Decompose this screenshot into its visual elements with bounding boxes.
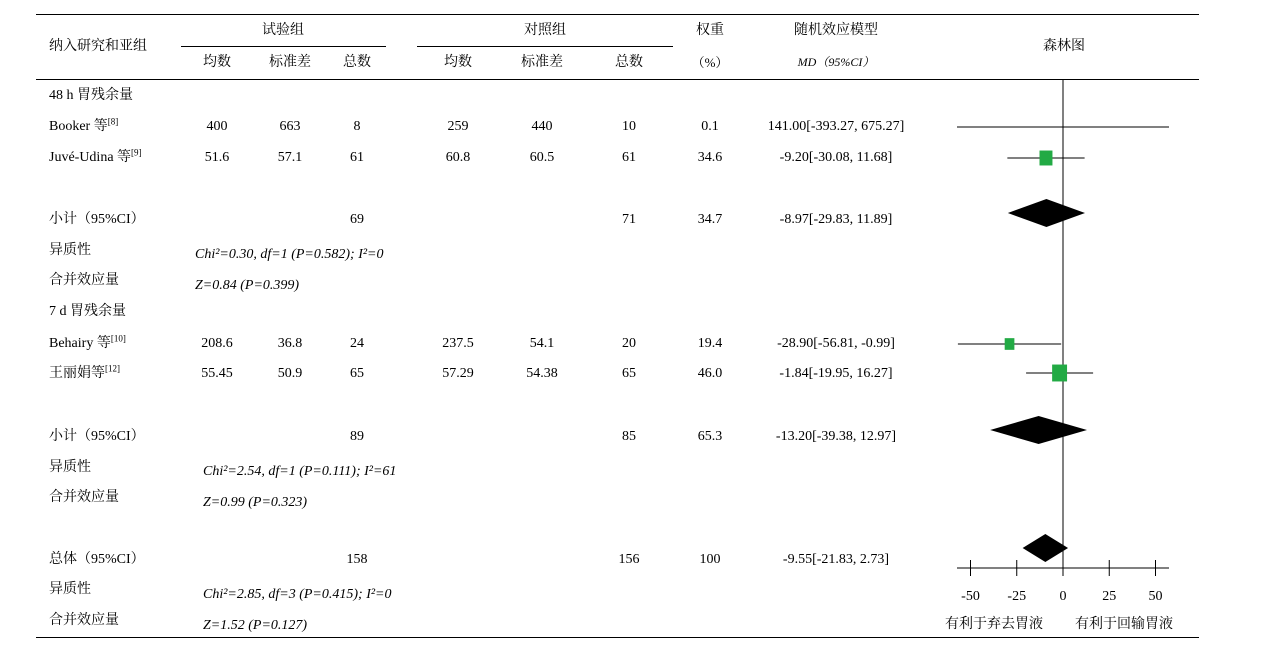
- study-column-header: 纳入研究和亚组: [49, 39, 147, 54]
- heterogeneity-label: 异质性: [49, 243, 91, 258]
- overall-effect-text: Z=1.52 (P=0.127): [203, 618, 308, 633]
- effect-value: -28.90[-56.81, -0.99]: [777, 336, 895, 351]
- study-weight-box: [1040, 151, 1053, 166]
- overall-effect-label: 合并效应量: [49, 273, 119, 288]
- exp-mean: 400: [206, 119, 228, 134]
- ctrl-sd: 54.1: [529, 336, 555, 351]
- exp-total-header: 总数: [343, 55, 371, 70]
- ctrl-sd: 440: [531, 119, 553, 134]
- favours-right-label: 有利于回输胃液: [1075, 617, 1173, 632]
- ctrl-sd: 60.5: [529, 150, 555, 165]
- ctrl-total: 20: [622, 336, 636, 351]
- heterogeneity-label: 异质性: [49, 460, 91, 475]
- exp-total: 69: [350, 212, 364, 227]
- overall-effect-text: Z=0.99 (P=0.323): [203, 495, 308, 510]
- pooled-diamond: [990, 416, 1087, 444]
- weight-value: 34.6: [697, 150, 723, 165]
- weight-value: 46.0: [697, 366, 723, 381]
- exp-mean: 208.6: [201, 336, 233, 351]
- weight-unit-header: （%）: [691, 55, 729, 70]
- pooled-diamond: [1008, 199, 1085, 227]
- exp-mean: 55.45: [201, 366, 233, 381]
- study-weight-box: [1052, 365, 1067, 382]
- subtotal-label: 小计（95%CI）: [49, 212, 145, 227]
- study-name: 王丽娟等[12]: [49, 363, 120, 381]
- effect-value: -1.84[-19.95, 16.27]: [779, 366, 893, 381]
- subgroup-label: 7 d 胃残余量: [49, 304, 126, 319]
- ctrl-total: 85: [622, 429, 636, 444]
- effect-value: -13.20[-39.38, 12.97]: [775, 429, 897, 444]
- exp-sd: 663: [279, 119, 301, 134]
- exp-total: 61: [350, 150, 364, 165]
- overall-effect-label: 合并效应量: [49, 613, 119, 628]
- ctrl-sd: 54.38: [526, 366, 558, 381]
- heterogeneity-text: Chi²=2.54, df=1 (P=0.111); I²=61: [203, 464, 397, 479]
- x-tick-label: 25: [1102, 589, 1117, 604]
- ctrl-mean: 237.5: [442, 336, 474, 351]
- heterogeneity-text: Chi²=0.30, df=1 (P=0.582); I²=0: [195, 247, 384, 262]
- ctrl-group-header: 对照组: [524, 23, 566, 38]
- weight-value: 19.4: [697, 336, 723, 351]
- ctrl-total: 10: [622, 119, 636, 134]
- ctrl-total-header: 总数: [615, 55, 643, 70]
- weight-header: 权重: [696, 23, 724, 38]
- ctrl-total: 65: [622, 366, 636, 381]
- study-weight-box: [1005, 338, 1015, 350]
- exp-total: 89: [350, 429, 364, 444]
- ctrl-mean: 60.8: [445, 150, 471, 165]
- favours-left-label: 有利于弃去胃液: [945, 617, 1043, 632]
- exp-total: 65: [350, 366, 364, 381]
- exp-total: 24: [350, 336, 364, 351]
- ctrl-mean: 259: [447, 119, 469, 134]
- exp-mean-header: 均数: [203, 55, 231, 70]
- x-tick-label: 0: [1059, 589, 1067, 604]
- pooled-diamond: [1023, 534, 1068, 562]
- exp-total: 8: [353, 119, 361, 134]
- effect-value: 141.00[-393.27, 675.27]: [767, 119, 905, 134]
- forest-header: 森林图: [1043, 39, 1085, 54]
- ctrl-mean: 57.29: [442, 366, 474, 381]
- effect-value: -9.20[-30.08, 11.68]: [779, 150, 893, 165]
- ctrl-total: 61: [622, 150, 636, 165]
- model-header: 随机效应模型: [794, 23, 878, 38]
- x-tick-label: -25: [1007, 589, 1027, 604]
- effect-value: -8.97[-29.83, 11.89]: [779, 212, 893, 227]
- x-tick-label: -50: [961, 589, 980, 604]
- study-name: Juvé-Udina 等[9]: [49, 147, 142, 165]
- weight-value: 34.7: [697, 212, 723, 227]
- exp-mean: 51.6: [204, 150, 230, 165]
- study-name: Booker 等[8]: [49, 116, 119, 134]
- ctrl-mean-header: 均数: [444, 55, 472, 70]
- weight-value: 100: [699, 552, 721, 567]
- weight-value: 65.3: [697, 429, 723, 444]
- exp-sd-header: 标准差: [269, 55, 311, 70]
- md-ci-header: MD（95%CI）: [797, 55, 875, 69]
- subtotal-label: 小计（95%CI）: [49, 429, 145, 444]
- exp-sd: 36.8: [277, 336, 303, 351]
- overall-effect-label: 合并效应量: [49, 490, 119, 505]
- overall-effect-text: Z=0.84 (P=0.399): [195, 278, 300, 293]
- heterogeneity-text: Chi²=2.85, df=3 (P=0.415); I²=0: [203, 587, 392, 602]
- exp-total: 158: [346, 552, 368, 567]
- effect-value: -9.55[-21.83, 2.73]: [782, 552, 890, 567]
- total-label: 总体（95%CI）: [49, 552, 145, 567]
- study-name: Behairy 等[10]: [49, 333, 126, 351]
- subgroup-label: 48 h 胃残余量: [49, 88, 133, 103]
- ctrl-sd-header: 标准差: [521, 55, 563, 70]
- x-tick-label: 50: [1148, 589, 1163, 604]
- weight-value: 0.1: [701, 119, 719, 134]
- exp-sd: 57.1: [277, 150, 303, 165]
- ctrl-total: 71: [622, 212, 636, 227]
- exp-group-header: 试验组: [262, 23, 304, 38]
- exp-sd: 50.9: [277, 366, 303, 381]
- heterogeneity-label: 异质性: [49, 582, 91, 597]
- ctrl-total: 156: [618, 552, 640, 567]
